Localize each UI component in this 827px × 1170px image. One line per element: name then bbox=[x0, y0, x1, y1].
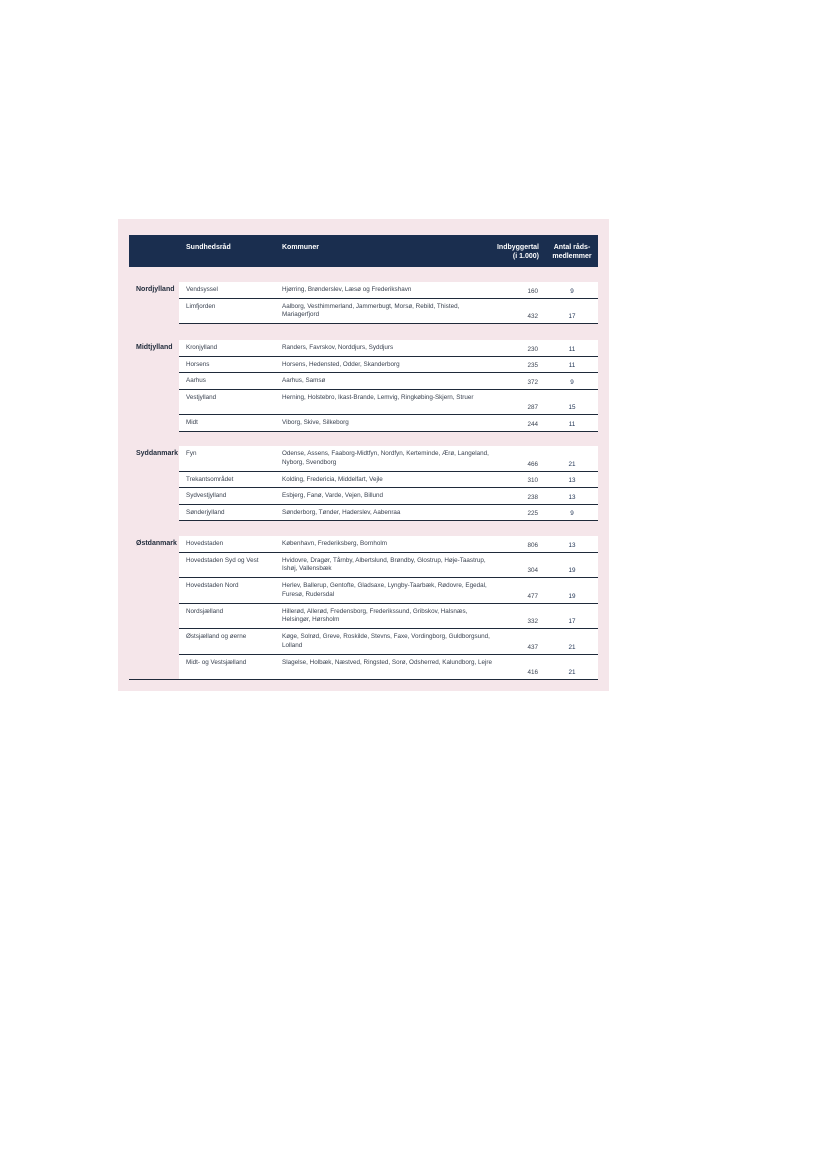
population-cell: 806 bbox=[527, 541, 538, 549]
members-cell: 13 bbox=[568, 493, 576, 501]
members-cell: 13 bbox=[568, 541, 576, 549]
municipalities-cell: Slagelse, Holbæk, Næstved, Ringsted, Sorø, Odsherred, Kalundborg, Lejre bbox=[282, 658, 493, 666]
header-population bbox=[469, 243, 539, 261]
council-rows bbox=[179, 536, 598, 680]
table-row bbox=[179, 373, 598, 390]
municipalities-cell: København, Frederiksberg, Bornholm bbox=[282, 540, 387, 547]
header-members bbox=[547, 243, 597, 261]
council-cell: Trekantsområdet bbox=[186, 475, 234, 483]
council-cell: Midt- og Vestsjælland bbox=[186, 658, 247, 666]
population-cell: 160 bbox=[527, 287, 538, 295]
members-cell: 11 bbox=[568, 420, 576, 428]
municipalities-cell: Hvidovre, Dragør, Tårnby, Albertslund, Brøndby, Glostrup, Høje-Taastrup, Ishøj, Vallensbæk bbox=[282, 556, 486, 573]
members-cell: 21 bbox=[568, 643, 576, 651]
population-cell: 235 bbox=[527, 362, 538, 369]
council-cell: Limfjorden bbox=[186, 302, 216, 310]
members-cell: 19 bbox=[568, 592, 576, 600]
members-cell: 11 bbox=[568, 345, 576, 353]
municipalities-cell: Aarhus, Samsø bbox=[282, 377, 326, 384]
table-row bbox=[179, 446, 598, 472]
municipalities-cell: Odense, Assens, Faaborg-Midtfyn, Nordfyn, Kerteminde, Ærø, Langeland, Nyborg, Svendborg bbox=[282, 450, 489, 466]
population-cell: 432 bbox=[527, 313, 538, 320]
municipalities-cell: Hillerød, Allerød, Fredensborg, Frederikssund, Gribskov, Halsnæs, Helsingør, Hørsholm bbox=[282, 607, 468, 624]
table-row bbox=[179, 299, 598, 325]
council-cell: Fyn bbox=[186, 450, 197, 457]
council-cell: Sydvestjylland bbox=[186, 492, 227, 499]
population-cell: 437 bbox=[527, 643, 538, 651]
municipalities-cell: Randers, Favrskov, Norddjurs, Syddjurs bbox=[282, 344, 394, 351]
table-row bbox=[179, 505, 598, 522]
council-cell: Vestjylland bbox=[186, 393, 217, 401]
table-row bbox=[179, 390, 598, 416]
council-cell: Midt bbox=[186, 419, 198, 426]
council-cell: Kronjylland bbox=[186, 344, 218, 351]
table-row bbox=[179, 629, 598, 655]
council-cell: Hovedstaden Syd og Vest bbox=[186, 556, 259, 564]
region-name: Syddanmark bbox=[136, 450, 179, 457]
population-cell: 372 bbox=[527, 378, 538, 386]
table-row bbox=[179, 536, 598, 553]
population-cell: 310 bbox=[527, 477, 538, 484]
region-name: Nordjylland bbox=[136, 286, 175, 293]
members-cell: 19 bbox=[568, 567, 576, 574]
population-cell: 477 bbox=[527, 592, 538, 600]
population-cell: 332 bbox=[527, 618, 538, 625]
council-cell: Nordsjælland bbox=[186, 607, 224, 615]
table-row bbox=[179, 472, 598, 489]
council-cell: Horsens bbox=[186, 360, 210, 368]
table-bottom-rule bbox=[129, 679, 598, 680]
council-cell: Hovedstaden Nord bbox=[186, 582, 239, 589]
council-rows bbox=[179, 340, 598, 432]
region-name: Østdanmark bbox=[136, 540, 177, 547]
population-cell: 244 bbox=[527, 420, 538, 428]
municipalities-cell: Sønderborg, Tønder, Haderslev, Aabenraa bbox=[282, 508, 401, 516]
table-header bbox=[129, 235, 598, 267]
header-population-line1: Indbyggertal bbox=[496, 244, 539, 251]
header-population-line2: (i 1.000) bbox=[512, 253, 539, 260]
header-members-line1: Antal råds- bbox=[553, 244, 591, 251]
table-row bbox=[179, 655, 598, 681]
table-row bbox=[179, 340, 598, 357]
population-cell: 238 bbox=[527, 493, 538, 501]
population-cell: 304 bbox=[527, 567, 538, 574]
population-cell: 225 bbox=[527, 510, 538, 517]
municipalities-cell: Herning, Holstebro, Ikast-Brande, Lemvig, Ringkøbing-Skjern, Struer bbox=[282, 393, 474, 401]
table-row bbox=[179, 578, 598, 604]
header-municipalities: Kommuner bbox=[282, 244, 319, 251]
municipalities-cell: Kolding, Fredericia, Middelfart, Vejle bbox=[282, 475, 383, 483]
members-cell: 21 bbox=[568, 460, 576, 468]
council-cell: Hovedstaden bbox=[186, 540, 224, 547]
members-cell: 15 bbox=[568, 404, 576, 411]
municipalities-cell: Hjørring, Brønderslev, Læsø og Frederikshavn bbox=[282, 286, 412, 293]
municipalities-cell: Aalborg, Vesthimmerland, Jammerbugt, Morsø, Rebild, Thisted, Mariagerfjord bbox=[282, 302, 460, 319]
council-rows bbox=[179, 282, 598, 324]
population-cell: 466 bbox=[527, 460, 538, 468]
header-council: Sundhedsråd bbox=[186, 244, 231, 251]
municipalities-cell: Esbjerg, Fanø, Varde, Vejen, Billund bbox=[282, 492, 384, 499]
population-cell: 287 bbox=[527, 404, 538, 411]
table-row bbox=[179, 488, 598, 505]
population-cell: 230 bbox=[527, 345, 538, 353]
members-cell: 13 bbox=[568, 477, 576, 484]
council-rows bbox=[179, 446, 598, 521]
municipalities-cell: Herlev, Ballerup, Gentofte, Gladsaxe, Lyngby-Taarbæk, Rødovre, Egedal, Furesø, Rudersdal bbox=[282, 582, 487, 598]
table-row bbox=[179, 604, 598, 630]
members-cell: 9 bbox=[570, 510, 574, 517]
council-cell: Sønderjylland bbox=[186, 508, 225, 516]
region-name: Midtjylland bbox=[136, 344, 173, 351]
members-cell: 9 bbox=[570, 378, 574, 386]
members-cell: 9 bbox=[570, 287, 574, 295]
members-cell: 17 bbox=[568, 313, 576, 320]
municipalities-cell: Horsens, Hedensted, Odder, Skanderborg bbox=[282, 360, 400, 368]
members-cell: 17 bbox=[568, 618, 576, 625]
table-row bbox=[179, 553, 598, 579]
members-cell: 11 bbox=[568, 362, 576, 369]
table-row bbox=[179, 282, 598, 299]
municipalities-cell: Køge, Solrød, Greve, Roskilde, Stevns, Faxe, Vordingborg, Guldborgsund, Lolland bbox=[282, 633, 490, 649]
table-row bbox=[179, 415, 598, 432]
council-cell: Vendsyssel bbox=[186, 286, 218, 293]
municipalities-cell: Viborg, Skive, Silkeborg bbox=[282, 419, 349, 426]
table-row bbox=[179, 357, 598, 374]
members-cell: 21 bbox=[568, 669, 576, 676]
header-members-line2: medlemmer bbox=[552, 253, 592, 260]
population-cell: 416 bbox=[527, 669, 538, 676]
council-cell: Aarhus bbox=[186, 377, 206, 384]
council-cell: Østsjælland og øerne bbox=[186, 633, 247, 640]
